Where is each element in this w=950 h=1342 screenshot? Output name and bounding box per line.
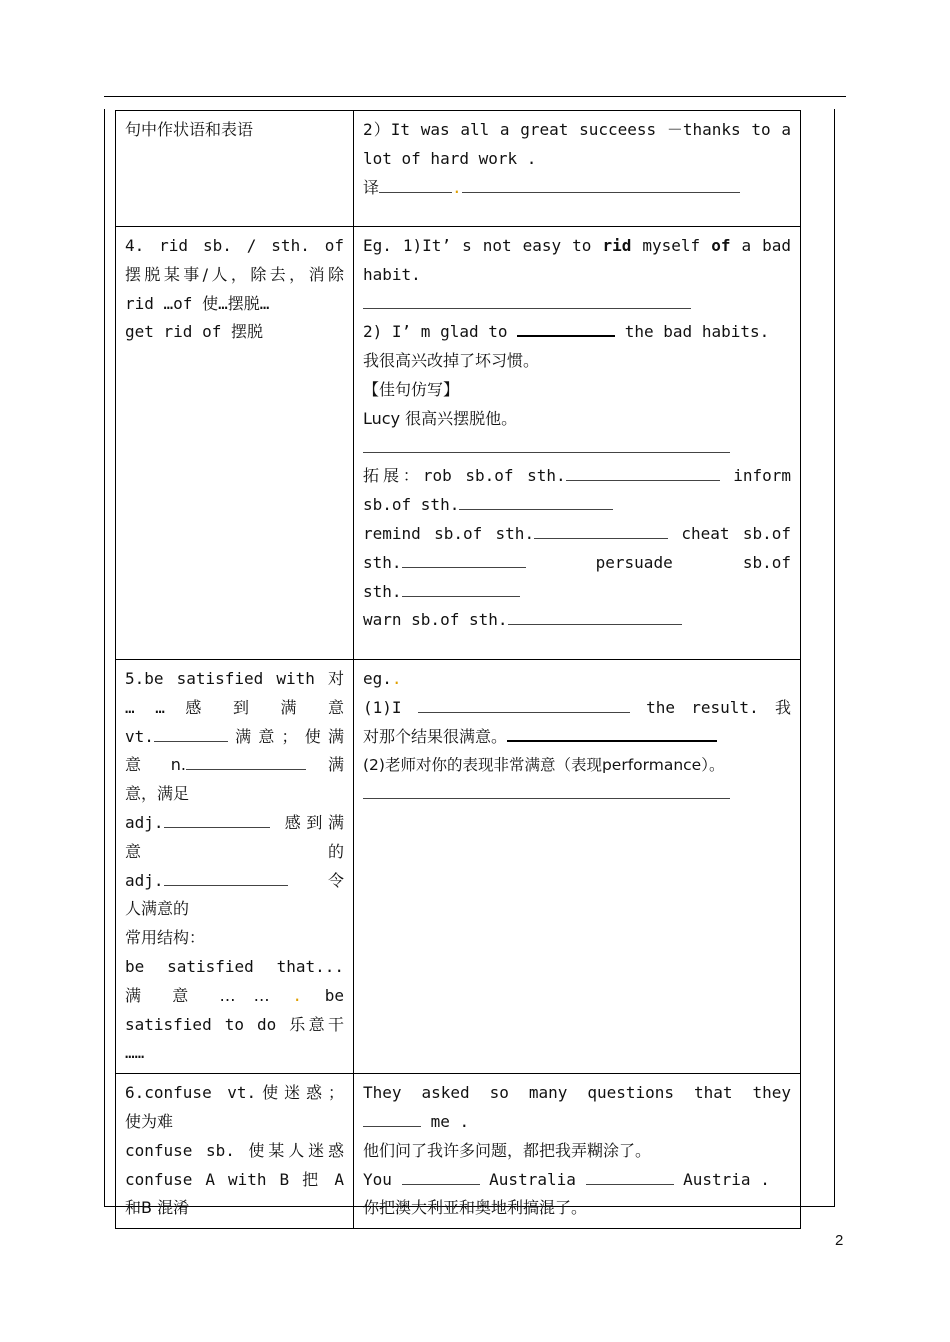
answer-blank[interactable] <box>402 1183 480 1185</box>
answer-blank[interactable] <box>508 623 682 625</box>
right-cell <box>354 111 801 227</box>
cell-text: get rid of 摆脱 <box>125 322 263 342</box>
mark-dot: . <box>292 985 303 1005</box>
table-row <box>116 1074 801 1229</box>
answer-blank[interactable] <box>402 566 526 568</box>
section-heading: 【佳句仿写】 <box>363 379 460 399</box>
left-cell <box>116 111 354 227</box>
answer-blank[interactable] <box>363 1125 421 1127</box>
answer-blank[interactable] <box>164 884 288 886</box>
cell-text: 句中作状语和表语 <box>125 120 254 139</box>
right-cell: They asked so many questions that they me . 他们问了我许多问题，都把我弄糊涂了。 You Australia Austria . 你把澳大利亚和奥地利搞混了。 <box>354 1074 801 1229</box>
cell-text: 摆脱某事/人，除去，消除 <box>125 264 344 284</box>
left-cell <box>116 227 354 660</box>
answer-blank[interactable] <box>586 1183 674 1185</box>
cell-text: 4. rid sb. / sth. of <box>125 236 344 255</box>
answer-blank[interactable] <box>186 768 306 770</box>
answer-blank[interactable] <box>507 739 717 742</box>
right-cell: eg.. (1)I the result. 我 对那个结果很满意。 (2)老师对你的表现非常满意（表现performance）。 <box>354 660 801 1074</box>
cell-text: rid …of 使…摆脱… <box>125 293 270 313</box>
answer-blank[interactable] <box>459 508 613 510</box>
answer-blank[interactable] <box>164 826 270 828</box>
left-cell: 6.confuse vt.使迷惑； 使为难 confuse sb. 使某人迷惑 confuse A with B 把 A 和B 混淆 <box>116 1074 354 1229</box>
right-cell: Eg. 1)It’ s not easy to rid myself of a bad habit. 2) I’ m glad to the bad habits. 我很高兴改掉了坏习惯。 【佳句仿写】 Lucy 很高兴摆脱他。 拓展：rob sb.of sth. inform sb.of sth. remind sb.of sth. cheat sb.of sth. persuade sb.of sth. warn sb.of sth. <box>354 227 801 660</box>
answer-blank[interactable] <box>379 191 452 193</box>
table-row <box>116 227 801 660</box>
left-cell: 5.be satisfied with 对 … … 感 到 满 意 vt. 满意；使满 意 n. 满 意，满足 adj. 感到满 意 的 adj. 令 人满意的 常用结构： be satisfied that... 满 意 … … . be satisfied to do 乐意干 …… <box>116 660 354 1074</box>
table-row <box>116 111 801 227</box>
answer-blank[interactable] <box>566 479 720 481</box>
translate-label: 译 <box>363 177 380 197</box>
mark-dot: . <box>391 669 402 688</box>
answer-blank[interactable] <box>363 307 691 309</box>
answer-blank[interactable] <box>402 595 520 597</box>
answer-blank[interactable] <box>418 711 630 713</box>
answer-blank[interactable] <box>363 797 730 799</box>
answer-blank[interactable] <box>517 334 615 337</box>
example-sentence-cont: lot of hard work . <box>363 148 537 168</box>
example-sentence: 2）It was all a great succeess －thanks to a <box>363 120 791 139</box>
page-number: 2 <box>835 1232 844 1249</box>
worksheet-table <box>115 110 801 1229</box>
answer-blank[interactable] <box>363 451 730 453</box>
answer-blank[interactable] <box>154 740 228 742</box>
table-row <box>116 660 801 1074</box>
header-rule <box>104 96 846 97</box>
answer-blank[interactable] <box>534 537 668 539</box>
mark-dot: . <box>452 177 462 197</box>
answer-blank[interactable] <box>462 191 740 193</box>
